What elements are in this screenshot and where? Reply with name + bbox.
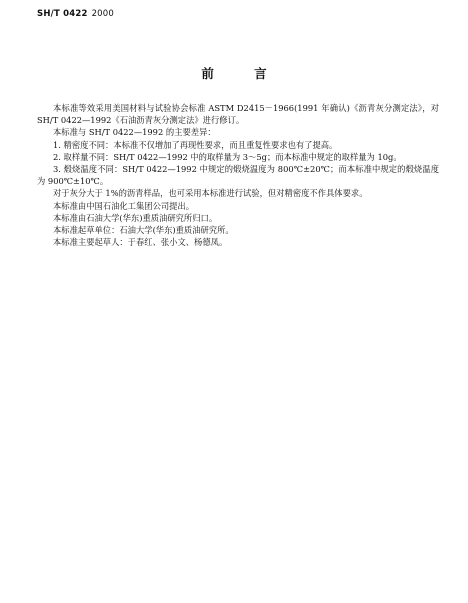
paragraph-centralized: 本标准由石油大学(华东)重质油研究所归口。	[53, 212, 218, 223]
foreword-body	[37, 102, 439, 248]
paragraph-differences-intro: 本标准与 SH/T 0422—1992 的主要差异：	[53, 127, 216, 138]
standard-header	[37, 9, 114, 19]
paragraph-difference-precision: 1. 精密度不同：本标准不仅增加了再现性要求，而且重复性要求也有了提高。	[53, 139, 338, 150]
paragraph-drafting-unit: 本标准起草单位：石油大学(华东)重质油研究所。	[53, 225, 234, 236]
paragraph-proposer: 本标准由中国石油化工集团公司提出。	[53, 200, 195, 211]
paragraph-high-ash: 对于灰分大于 1%的沥青样品，也可采用本标准进行试验，但对精密度不作具体要求。	[53, 188, 368, 199]
page-title: 前 言	[201, 66, 285, 81]
paragraph-difference-sample: 2. 取样量不同：SH/T 0422—1992 中的取样量为 3～5g；而本标准中规定的取样量为 10g。	[53, 151, 402, 162]
paragraph-adoption: 本标准等效采用美国材料与试验协会标准 ASTM D2415－1966(1991 年确认)《沥青灰分测定法》，对 SH/T 0422—1992《石油沥青灰分测定法》进行修订。	[37, 103, 439, 126]
paragraph-difference-temperature: 3. 煅烧温度不同：SH/T 0422—1992 中规定的煅烧温度为 800℃±20℃；而本标准中规定的煅烧温度为 900℃±10℃。	[37, 164, 439, 187]
standard-code: SH/T 0422	[37, 9, 88, 19]
standard-year: 2000	[91, 9, 114, 19]
paragraph-drafters: 本标准主要起草人：于春红、张小文、杨德凤。	[53, 237, 228, 248]
